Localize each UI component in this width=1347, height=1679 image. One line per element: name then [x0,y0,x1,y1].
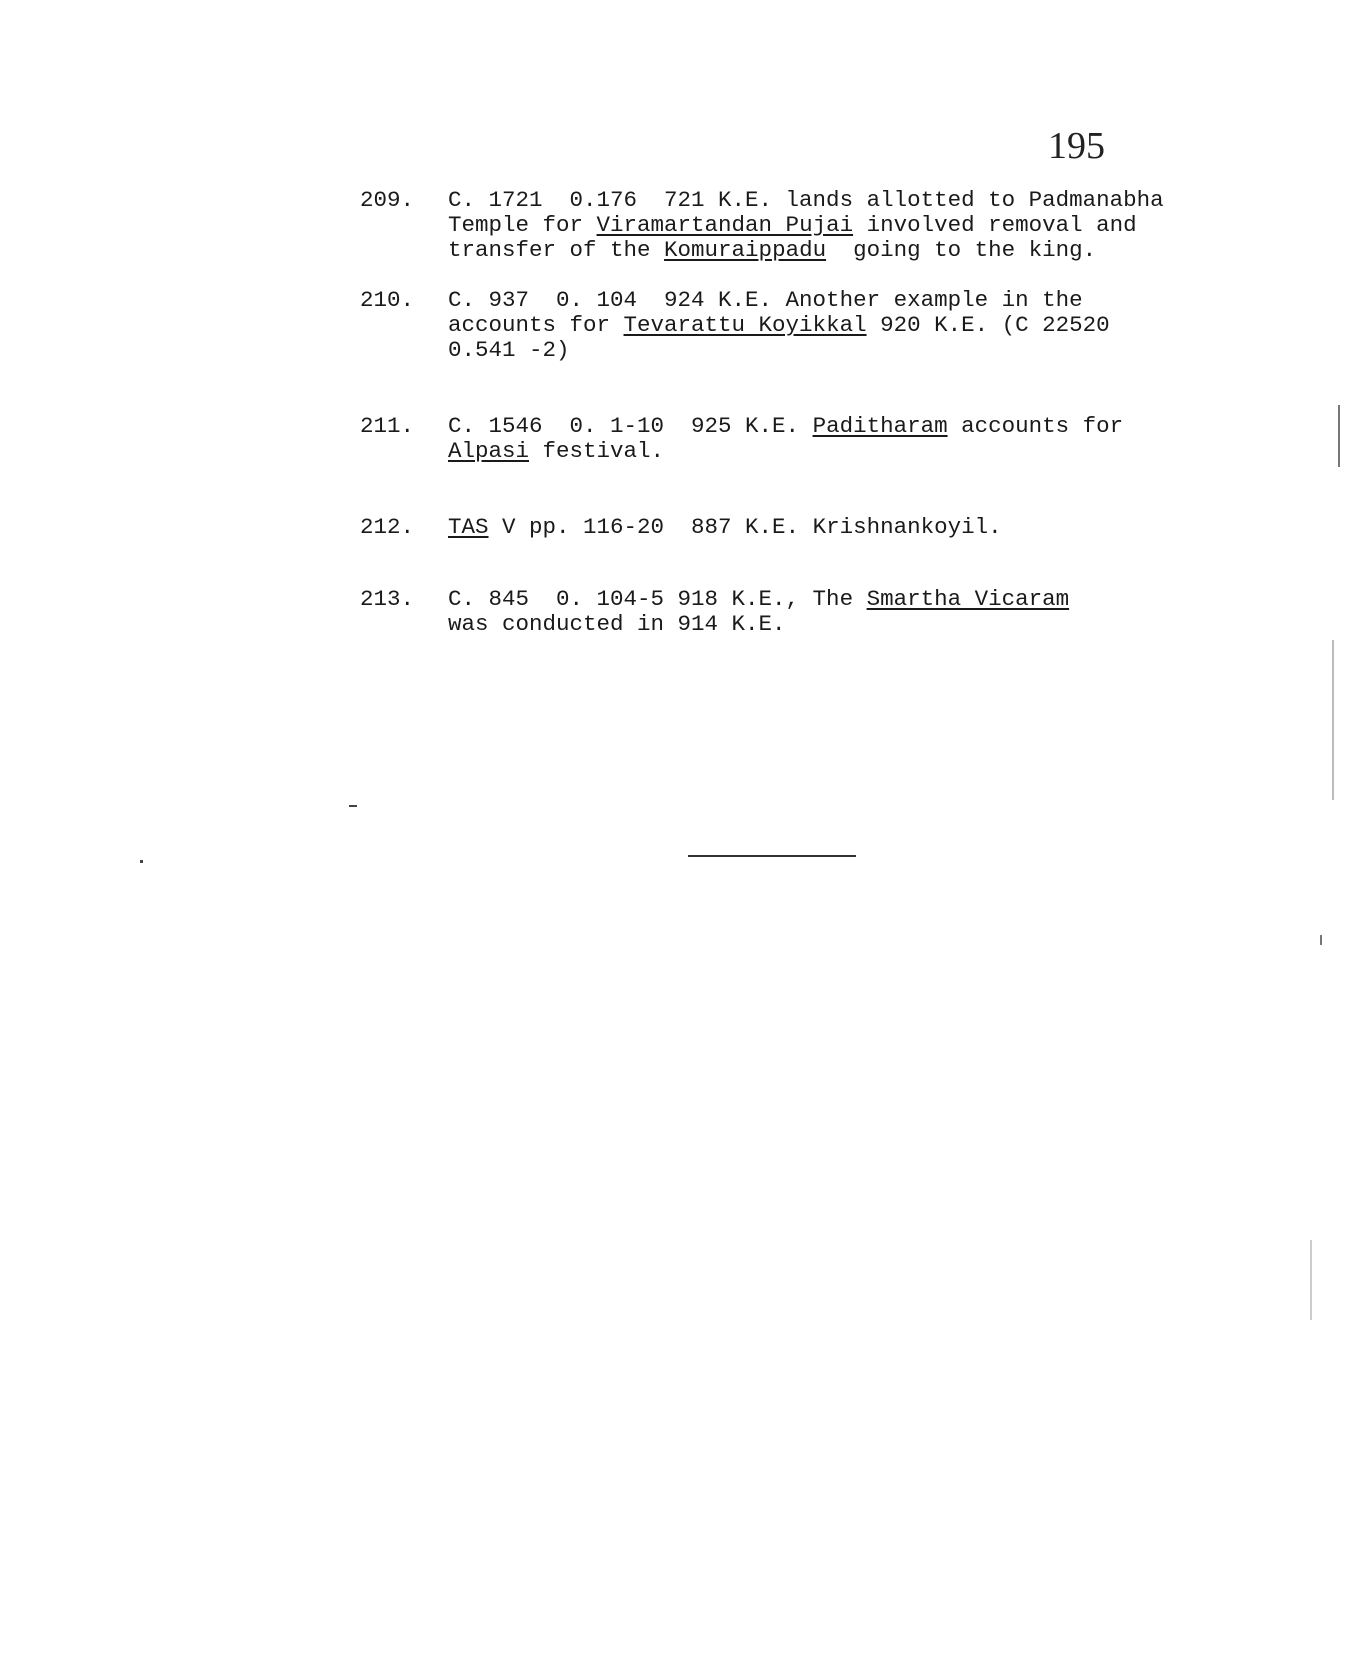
page-number: 195 [1048,125,1105,167]
text-segment: Temple for [448,212,597,238]
footnote-number: 211. [360,413,415,439]
footnote-line [448,414,1258,439]
scan-edge-mark [1338,405,1340,467]
underlined-term: Paditharam [812,413,948,439]
footnote-line [448,515,1258,540]
scan-speck [140,860,143,863]
underlined-term: Tevarattu Koyikkal [623,312,867,338]
footnote-number: 212. [360,514,415,540]
underlined-term: Viramartandan Pujai [596,212,854,238]
text-segment: 920 K.E. (C 22520 [866,312,1110,338]
text-segment: C. 1721 0.176 721 K.E. lands allotted to Padmanabha [448,187,1164,213]
footnote-text [448,188,1258,263]
footnote-number: 213. [360,586,415,612]
text-segment: going to the king. [826,237,1097,263]
footnote-number: 209. [360,187,415,213]
scan-edge-mark [1310,1240,1312,1320]
text-segment: C. 1546 0. 1-10 925 K.E. [448,413,813,439]
footnote-number: 210. [360,287,415,313]
text-segment: C. 937 0. 104 924 K.E. Another example in the [448,287,1083,313]
footnote-line [448,612,1258,637]
underlined-term: Komuraippadu [664,237,827,263]
text-segment: involved removal and [853,212,1137,238]
text-segment: C. 845 0. 104-5 918 K.E., The [448,586,867,612]
underlined-term: Smartha Vicaram [866,586,1070,612]
text-segment: transfer of the [448,237,665,263]
footnote-line [448,213,1258,238]
footnote-text [448,288,1258,363]
text-segment: was conducted in 914 K.E. [448,611,786,637]
end-rule [688,855,856,857]
footnote-text [448,414,1258,464]
text-segment: accounts for [448,312,624,338]
footnote-line [448,313,1258,338]
scan-speck [349,805,357,807]
footnote-line [448,188,1258,213]
underlined-term: Alpasi [448,438,530,464]
text-segment: V pp. 116-20 887 K.E. Krishnankoyil. [488,514,1002,540]
underlined-term: TAS [448,514,489,540]
footnote-line [448,587,1258,612]
footnote-line [448,238,1258,263]
footnote-text [448,515,1258,540]
footnote-line [448,338,1258,363]
text-segment: accounts for [947,413,1124,439]
scan-edge-mark [1332,640,1334,800]
text-segment: festival. [529,438,665,464]
footnote-text [448,587,1258,637]
scan-edge-mark [1320,935,1322,945]
footnote-line [448,288,1258,313]
text-segment: 0.541 -2) [448,337,570,363]
footnote-line [448,439,1258,464]
